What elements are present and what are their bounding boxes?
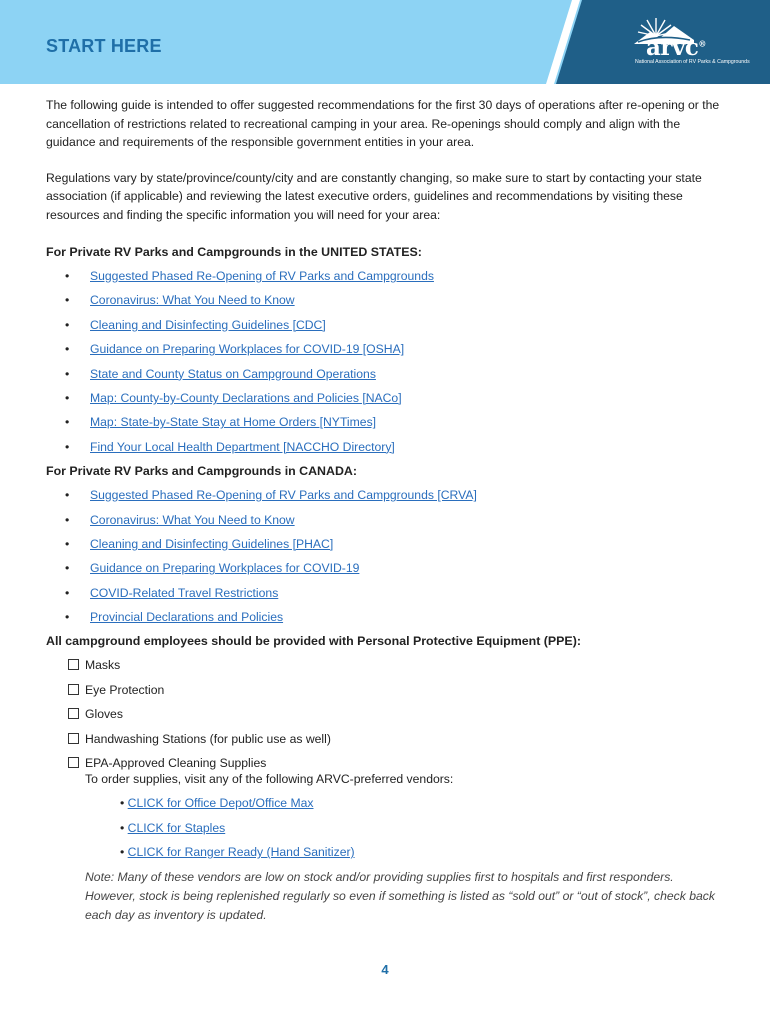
checkbox-icon[interactable]: [68, 659, 79, 670]
vendor-intro: To order supplies, visit any of the following ARVC-preferred vendors:: [85, 772, 454, 787]
bullet: •: [65, 439, 70, 454]
bullet: •: [120, 820, 125, 835]
page-content: [46, 96, 726, 925]
bullet: •: [65, 293, 70, 308]
checkbox-icon[interactable]: [68, 757, 79, 768]
list-item: [46, 557, 726, 581]
bullet: •: [65, 585, 70, 600]
bullet: •: [65, 390, 70, 405]
bullet: •: [65, 488, 70, 503]
registered-mark: ®: [698, 38, 706, 49]
vendor-link-office-depot[interactable]: CLICK for Office Depot/Office Max: [127, 796, 314, 811]
list-item: [46, 363, 726, 387]
ppe-item-label: Gloves: [85, 707, 123, 722]
us-section-heading: For Private RV Parks and Campgrounds in the UNITED STATES:: [46, 245, 422, 259]
bullet: •: [65, 317, 70, 332]
logo-subtitle: National Association of RV Parks & Campgrounds: [635, 59, 750, 65]
vendor-link-ranger-ready[interactable]: CLICK for Ranger Ready (Hand Sanitizer): [127, 845, 355, 860]
list-item: [46, 484, 726, 508]
ppe-item-label: Handwashing Stations (for public use as well): [85, 731, 331, 746]
ppe-checklist: [46, 654, 726, 776]
us-link-osha-guidance[interactable]: Guidance on Preparing Workplaces for COVID-19 [OSHA]: [90, 342, 405, 357]
intro-paragraph-2: Regulations vary by state/province/county/city and are constantly changing, so make sure to start by contacting your state association (if applicable) and reviewing the latest executive orders, guidelines and recommendations by visiting these resources and finding the specific information you will need for your area:: [46, 170, 702, 222]
bullet: •: [65, 342, 70, 357]
intro-paragraph-1: The following guide is intended to offer suggested recommendations for the first 30 days of operations after re-opening or the cancellation of restrictions related to recreational camping in your area. Re-openings should comply and align with the guidance and requirements of the responsible government entities in your area.: [46, 98, 720, 149]
us-link-nytimes-map[interactable]: Map: State-by-State Stay at Home Orders [NYTimes]: [90, 415, 377, 430]
vendor-list: [46, 792, 726, 865]
list-item: [46, 509, 726, 533]
list-item: [68, 654, 726, 678]
us-resource-list: [46, 265, 726, 460]
ca-link-workplace-guidance[interactable]: Guidance on Preparing Workplaces for COVID-19: [90, 561, 360, 576]
ppe-item-label: Eye Protection: [85, 682, 165, 697]
us-link-naco-map[interactable]: Map: County-by-County Declarations and Policies [NACo]: [90, 390, 402, 405]
checkbox-icon[interactable]: [68, 684, 79, 695]
checkbox-icon[interactable]: [68, 708, 79, 719]
vendor-link-staples[interactable]: CLICK for Staples: [127, 820, 226, 835]
list-item: [46, 533, 726, 557]
canada-resource-list: [46, 484, 726, 630]
checkbox-icon[interactable]: [68, 733, 79, 744]
us-link-cdc-cleaning[interactable]: Cleaning and Disinfecting Guidelines [CDC]: [90, 317, 326, 332]
list-item: [46, 338, 726, 362]
ca-link-travel-restrictions[interactable]: COVID-Related Travel Restrictions: [90, 585, 279, 600]
ca-link-crva-reopening[interactable]: Suggested Phased Re-Opening of RV Parks and Campgrounds [CRVA]: [90, 488, 477, 503]
ca-link-phac-cleaning[interactable]: Cleaning and Disinfecting Guidelines [PHAC]: [90, 536, 334, 551]
bullet: •: [120, 845, 125, 860]
ca-link-coronavirus[interactable]: Coronavirus: What You Need to Know: [90, 512, 295, 527]
bullet: •: [65, 536, 70, 551]
us-link-coronavirus[interactable]: Coronavirus: What You Need to Know: [90, 293, 295, 308]
ca-link-provincial-declarations[interactable]: Provincial Declarations and Policies: [90, 610, 284, 625]
us-link-naccho-directory[interactable]: Find Your Local Health Department [NACCHO Directory]: [90, 439, 395, 454]
list-item: [46, 265, 726, 289]
list-item: [46, 582, 726, 606]
ppe-item-label: Masks: [85, 658, 121, 673]
bullet: •: [65, 269, 70, 283]
list-item: [46, 289, 726, 313]
vendor-stock-note: Note: Many of these vendors are low on stock and/or providing supplies first to hospitals and first responders. However, stock is being replenished regularly so even if something is listed as “sold out” or “out of stock”, check back each day as inventory is updated.: [85, 869, 715, 922]
us-link-state-county-status[interactable]: State and County Status on Campground Operations: [90, 366, 376, 381]
list-item: [120, 792, 726, 816]
list-item: [120, 841, 726, 865]
list-item: [120, 817, 726, 841]
ppe-section-heading: All campground employees should be provided with Personal Protective Equipment (PPE):: [46, 634, 581, 649]
list-item: [68, 679, 726, 703]
bullet: •: [65, 415, 70, 430]
bullet: •: [65, 610, 70, 625]
page-header: [0, 0, 770, 84]
logo-wordmark: [646, 34, 706, 61]
bullet: •: [65, 366, 70, 381]
logo-word: arvc: [646, 34, 699, 61]
list-item: [46, 606, 726, 630]
page-number: 4: [381, 962, 389, 977]
list-item: [46, 387, 726, 411]
list-item: [68, 728, 726, 752]
arvc-logo: [630, 14, 748, 72]
list-item: [46, 314, 726, 338]
bullet: •: [65, 512, 70, 527]
page-title: START HERE: [46, 36, 162, 56]
bullet: •: [120, 796, 125, 811]
list-item: [68, 703, 726, 727]
ppe-item-label: EPA-Approved Cleaning Supplies: [85, 756, 267, 771]
canada-section-heading: For Private RV Parks and Campgrounds in CANADA:: [46, 464, 357, 479]
list-item: [46, 436, 726, 460]
list-item: [46, 411, 726, 435]
us-link-phased-reopening[interactable]: Suggested Phased Re-Opening of RV Parks and Campgrounds: [90, 269, 434, 283]
bullet: •: [65, 561, 70, 576]
